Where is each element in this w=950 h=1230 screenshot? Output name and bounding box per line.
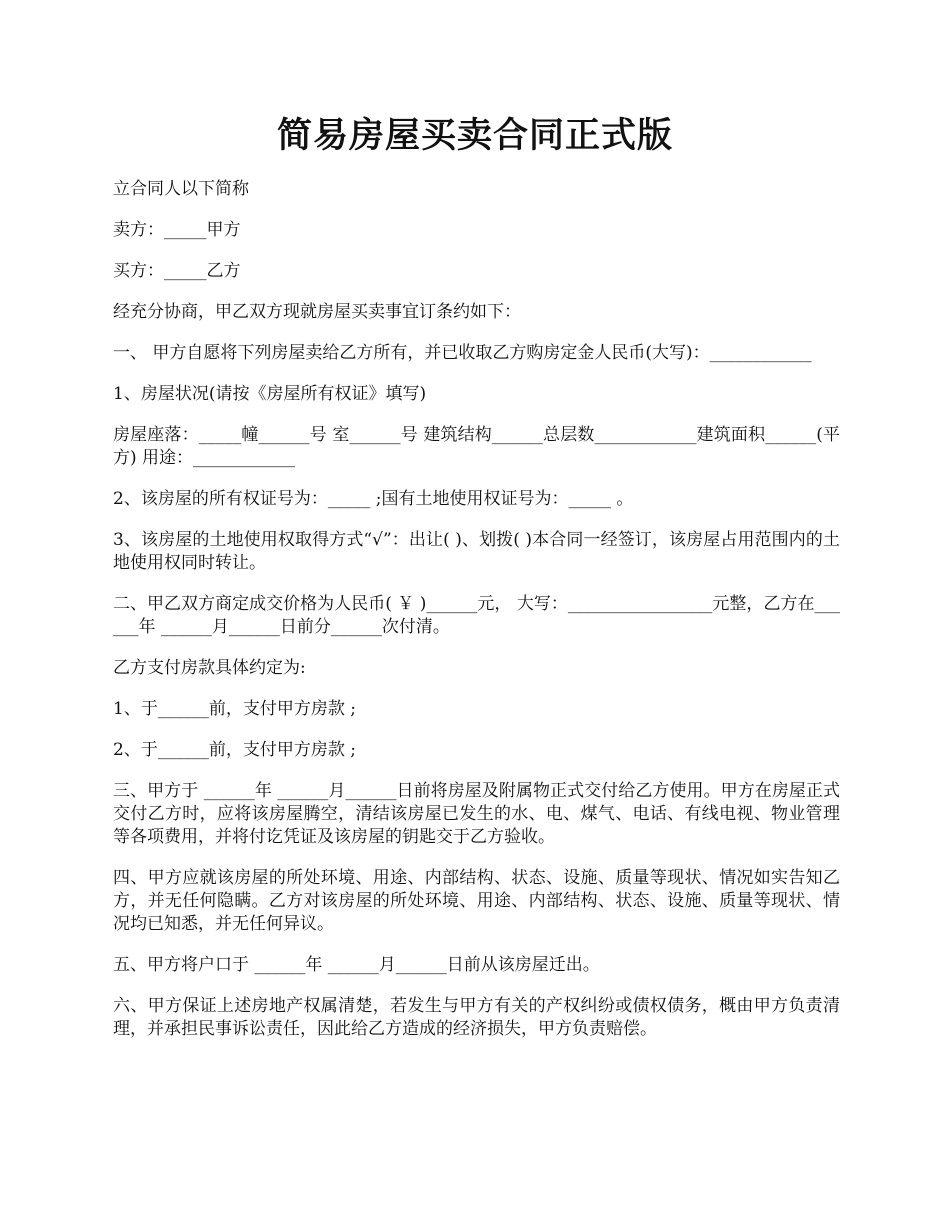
- house-status-heading: 1、房屋状况(请按《房屋所有权证》填写): [113, 384, 427, 404]
- land-use-right-line: 3、该房屋的土地使用权取得方式“√”：出让( )、划拨( )本合同一经签订，该房屋占用范围内的土地使用权同时转让。: [113, 530, 840, 573]
- clause-six-title-guarantee: 六、甲方保证上述房地产权属清楚，若发生与甲方有关的产权纠纷或债权债务，概由甲方负责清理，并承担民事诉讼责任，因此给乙方造成的经济损失，甲方负责赔偿。: [113, 996, 840, 1039]
- contract-parties-intro: 立合同人以下简称: [113, 179, 249, 199]
- house-location-details: 房屋座落：_____幢______号 室______号 建筑结构______总层数____________建筑面积______(平方) 用途：____________: [113, 425, 840, 468]
- buyer-line: 买方：_____乙方: [113, 261, 241, 281]
- payment-item-1: 1、于______前，支付甲方房款 ;: [113, 699, 356, 719]
- document-body: [113, 178, 840, 1059]
- clause-one: 一、 甲方自愿将下列房屋卖给乙方所有，并已收取乙方购房定金人民币(大写)：____________: [113, 343, 812, 363]
- payment-schedule-heading: 乙方支付房款具体约定为:: [113, 658, 306, 678]
- clause-three-handover: 三、甲方于 ______年 ______月______日前将房屋及附属物正式交付给乙方使用。甲方在房屋正式交付乙方时，应将该房屋腾空，清结该房屋已发生的水、电、煤气、电话、有线电视、物业管理等各项费用，并将付讫凭证及该房屋的钥匙交于乙方验收。: [113, 781, 840, 847]
- agreement-intro: 经充分协商，甲乙双方现就房屋买卖事宜订条约如下：: [113, 302, 521, 322]
- document-title: 简易房屋买卖合同正式版: [276, 115, 673, 156]
- clause-five-household-registration: 五、甲方将户口于 ______年 ______月______日前从该房屋迁出。: [113, 955, 600, 975]
- payment-item-2: 2、于______前，支付甲方房款 ;: [113, 740, 356, 760]
- ownership-certificate-line: 2、该房屋的所有权证号为：_____ ;国有土地使用权证号为：_____ 。: [113, 489, 634, 509]
- clause-two-price: 二、甲乙双方商定成交价格为人民币( ￥ )______元， 大写：_________________元整，乙方在______年 ______月______日前分______次付清。: [113, 594, 840, 637]
- seller-line: 卖方：_____甲方: [113, 220, 241, 240]
- clause-four-disclosure: 四、甲方应就该房屋的所处环境、用途、内部结构、状态、设施、质量等现状、情况如实告知乙方，并无任何隐瞒。乙方对该房屋的所处环境、用途、内部结构、状态、设施、质量等现状、情况均已知悉，并无任何异议。: [113, 868, 840, 934]
